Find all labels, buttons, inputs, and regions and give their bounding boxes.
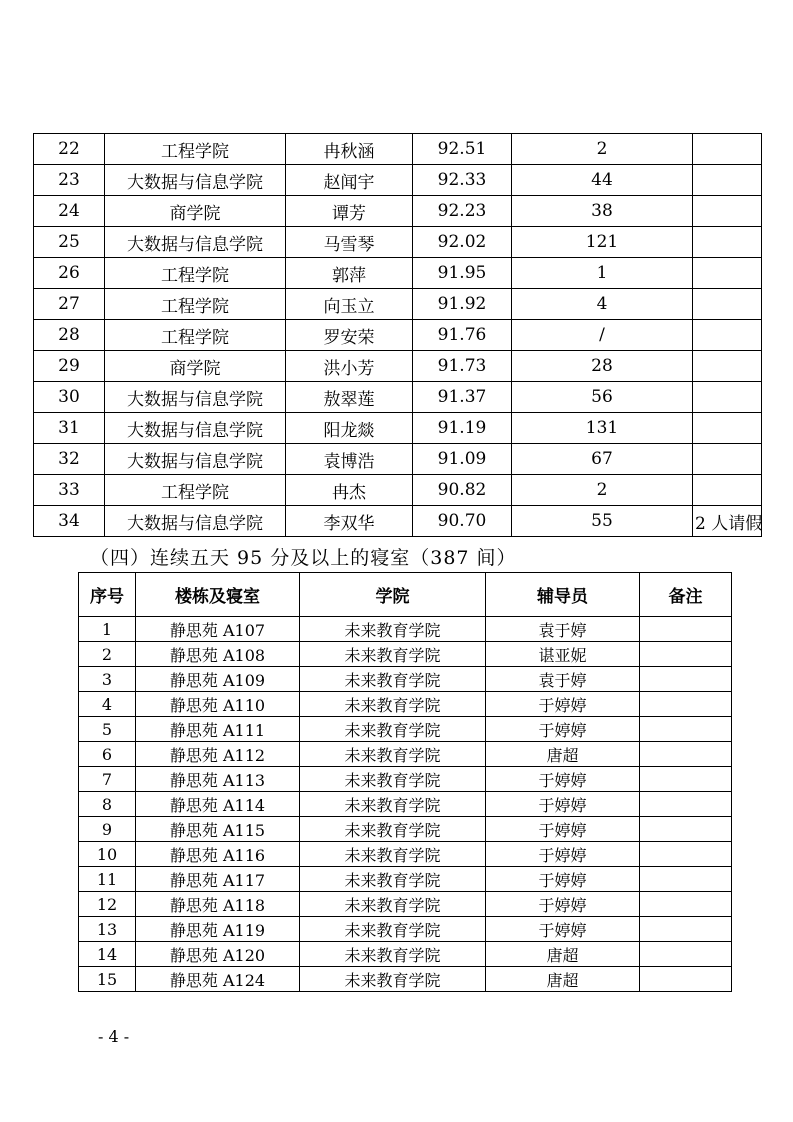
cell-college: 未来教育学院 — [300, 667, 486, 692]
table-row — [34, 382, 762, 413]
table-row — [34, 289, 762, 320]
cell-rank: 28 — [34, 320, 105, 351]
table-row — [34, 227, 762, 258]
cell-score: 90.82 — [413, 475, 512, 506]
cell-counselor: 唐超 — [486, 967, 640, 992]
cell-college: 商学院 — [105, 351, 286, 382]
table-row — [79, 642, 732, 667]
table-row — [79, 842, 732, 867]
cell-remarks — [640, 917, 732, 942]
cell-index: 9 — [79, 817, 136, 842]
cell-college: 未来教育学院 — [300, 867, 486, 892]
cell-remarks — [640, 867, 732, 892]
cell-college: 未来教育学院 — [300, 617, 486, 642]
cell-remarks — [640, 942, 732, 967]
table-row — [79, 967, 732, 992]
cell-note — [693, 196, 762, 227]
dormitory-table-body — [79, 617, 732, 992]
cell-name: 郭萍 — [286, 258, 413, 289]
cell-counselor: 于婷婷 — [486, 767, 640, 792]
cell-note — [693, 134, 762, 165]
cell-score: 91.92 — [413, 289, 512, 320]
cell-score: 91.09 — [413, 444, 512, 475]
cell-college: 未来教育学院 — [300, 792, 486, 817]
cell-count: 2 — [512, 475, 693, 506]
cell-counselor: 于婷婷 — [486, 817, 640, 842]
cell-index: 14 — [79, 942, 136, 967]
table-row — [34, 320, 762, 351]
cell-rank: 29 — [34, 351, 105, 382]
cell-building-room: 静思苑 A119 — [136, 917, 300, 942]
table-row — [34, 196, 762, 227]
header-building-room: 楼栋及寝室 — [136, 573, 300, 617]
table-row — [79, 667, 732, 692]
cell-count: 28 — [512, 351, 693, 382]
cell-name: 向玉立 — [286, 289, 413, 320]
cell-building-room: 静思苑 A117 — [136, 867, 300, 892]
table-row — [79, 942, 732, 967]
page-number: - 4 - — [98, 1027, 130, 1046]
cell-rank: 31 — [34, 413, 105, 444]
cell-count: 4 — [512, 289, 693, 320]
cell-name: 马雪琴 — [286, 227, 413, 258]
cell-count: 44 — [512, 165, 693, 196]
cell-building-room: 静思苑 A124 — [136, 967, 300, 992]
cell-building-room: 静思苑 A113 — [136, 767, 300, 792]
cell-score: 92.02 — [413, 227, 512, 258]
cell-count: 2 — [512, 134, 693, 165]
cell-index: 1 — [79, 617, 136, 642]
cell-score: 90.70 — [413, 506, 512, 537]
cell-building-room: 静思苑 A107 — [136, 617, 300, 642]
cell-college: 大数据与信息学院 — [105, 165, 286, 196]
cell-name: 洪小芳 — [286, 351, 413, 382]
cell-score: 92.51 — [413, 134, 512, 165]
cell-college: 未来教育学院 — [300, 717, 486, 742]
cell-counselor: 唐超 — [486, 742, 640, 767]
table-row — [79, 917, 732, 942]
cell-remarks — [640, 892, 732, 917]
cell-counselor: 于婷婷 — [486, 917, 640, 942]
cell-college: 未来教育学院 — [300, 692, 486, 717]
header-remarks: 备注 — [640, 573, 732, 617]
cell-college: 工程学院 — [105, 258, 286, 289]
cell-note — [693, 351, 762, 382]
cell-note — [693, 258, 762, 289]
table-row — [79, 792, 732, 817]
table-row — [79, 767, 732, 792]
cell-rank: 22 — [34, 134, 105, 165]
cell-college: 未来教育学院 — [300, 642, 486, 667]
cell-note — [693, 475, 762, 506]
cell-count: 67 — [512, 444, 693, 475]
cell-score: 91.73 — [413, 351, 512, 382]
cell-college: 未来教育学院 — [300, 742, 486, 767]
cell-name: 罗安荣 — [286, 320, 413, 351]
table-row — [34, 258, 762, 289]
dormitory-table-header-row — [79, 573, 732, 617]
cell-index: 12 — [79, 892, 136, 917]
cell-note — [693, 413, 762, 444]
header-counselor: 辅导员 — [486, 573, 640, 617]
cell-college: 商学院 — [105, 196, 286, 227]
cell-name: 冉秋涵 — [286, 134, 413, 165]
cell-remarks — [640, 617, 732, 642]
cell-name: 赵闻宇 — [286, 165, 413, 196]
cell-rank: 24 — [34, 196, 105, 227]
cell-score: 92.23 — [413, 196, 512, 227]
table-row — [79, 692, 732, 717]
cell-remarks — [640, 767, 732, 792]
table-row — [34, 475, 762, 506]
cell-counselor: 袁于婷 — [486, 667, 640, 692]
cell-rank: 23 — [34, 165, 105, 196]
cell-name: 敖翠莲 — [286, 382, 413, 413]
cell-remarks — [640, 967, 732, 992]
cell-score: 91.76 — [413, 320, 512, 351]
cell-remarks — [640, 792, 732, 817]
cell-note — [693, 289, 762, 320]
cell-college: 大数据与信息学院 — [105, 227, 286, 258]
cell-building-room: 静思苑 A118 — [136, 892, 300, 917]
table-row — [79, 617, 732, 642]
cell-count: / — [512, 320, 693, 351]
cell-count: 121 — [512, 227, 693, 258]
cell-count: 1 — [512, 258, 693, 289]
table-row — [34, 444, 762, 475]
cell-building-room: 静思苑 A110 — [136, 692, 300, 717]
score-ranking-table — [33, 133, 762, 537]
table-row — [34, 351, 762, 382]
cell-college: 未来教育学院 — [300, 842, 486, 867]
header-index: 序号 — [79, 573, 136, 617]
cell-index: 7 — [79, 767, 136, 792]
cell-count: 56 — [512, 382, 693, 413]
cell-rank: 34 — [34, 506, 105, 537]
cell-name: 李双华 — [286, 506, 413, 537]
cell-counselor: 谌亚妮 — [486, 642, 640, 667]
cell-name: 袁博浩 — [286, 444, 413, 475]
score-ranking-table-body — [34, 134, 762, 537]
cell-counselor: 袁于婷 — [486, 617, 640, 642]
cell-rank: 25 — [34, 227, 105, 258]
cell-rank: 26 — [34, 258, 105, 289]
cell-index: 11 — [79, 867, 136, 892]
cell-score: 91.37 — [413, 382, 512, 413]
cell-college: 大数据与信息学院 — [105, 506, 286, 537]
cell-college: 大数据与信息学院 — [105, 413, 286, 444]
cell-remarks — [640, 742, 732, 767]
cell-building-room: 静思苑 A114 — [136, 792, 300, 817]
cell-remarks — [640, 667, 732, 692]
cell-college: 工程学院 — [105, 134, 286, 165]
cell-rank: 30 — [34, 382, 105, 413]
cell-counselor: 于婷婷 — [486, 717, 640, 742]
cell-index: 5 — [79, 717, 136, 742]
cell-note — [693, 165, 762, 196]
cell-building-room: 静思苑 A111 — [136, 717, 300, 742]
cell-college: 大数据与信息学院 — [105, 382, 286, 413]
dormitory-table — [78, 572, 732, 992]
cell-college: 未来教育学院 — [300, 892, 486, 917]
cell-remarks — [640, 717, 732, 742]
cell-name: 阳龙燚 — [286, 413, 413, 444]
cell-rank: 27 — [34, 289, 105, 320]
cell-college: 工程学院 — [105, 475, 286, 506]
cell-counselor: 于婷婷 — [486, 792, 640, 817]
table-row — [79, 817, 732, 842]
cell-building-room: 静思苑 A109 — [136, 667, 300, 692]
cell-index: 4 — [79, 692, 136, 717]
table-row — [34, 134, 762, 165]
cell-college: 未来教育学院 — [300, 967, 486, 992]
cell-count: 131 — [512, 413, 693, 444]
cell-remarks — [640, 842, 732, 867]
cell-count: 55 — [512, 506, 693, 537]
cell-score: 91.19 — [413, 413, 512, 444]
cell-index: 8 — [79, 792, 136, 817]
cell-college: 大数据与信息学院 — [105, 444, 286, 475]
cell-rank: 32 — [34, 444, 105, 475]
cell-remarks — [640, 817, 732, 842]
cell-college: 未来教育学院 — [300, 767, 486, 792]
cell-note — [693, 382, 762, 413]
cell-counselor: 于婷婷 — [486, 692, 640, 717]
cell-note — [693, 444, 762, 475]
cell-building-room: 静思苑 A115 — [136, 817, 300, 842]
cell-index: 10 — [79, 842, 136, 867]
cell-remarks — [640, 692, 732, 717]
cell-score: 91.95 — [413, 258, 512, 289]
cell-counselor: 于婷婷 — [486, 892, 640, 917]
table-row — [79, 867, 732, 892]
table-row — [79, 742, 732, 767]
cell-note — [693, 227, 762, 258]
cell-name: 谭芳 — [286, 196, 413, 227]
table-row — [34, 506, 762, 537]
cell-building-room: 静思苑 A116 — [136, 842, 300, 867]
cell-counselor: 于婷婷 — [486, 867, 640, 892]
cell-college: 未来教育学院 — [300, 817, 486, 842]
cell-counselor: 唐超 — [486, 942, 640, 967]
cell-building-room: 静思苑 A120 — [136, 942, 300, 967]
table-row — [34, 165, 762, 196]
cell-index: 13 — [79, 917, 136, 942]
cell-index: 2 — [79, 642, 136, 667]
table-row — [79, 892, 732, 917]
header-college: 学院 — [300, 573, 486, 617]
cell-rank: 33 — [34, 475, 105, 506]
cell-remarks — [640, 642, 732, 667]
cell-name: 冉杰 — [286, 475, 413, 506]
cell-building-room: 静思苑 A108 — [136, 642, 300, 667]
cell-score: 92.33 — [413, 165, 512, 196]
cell-college: 未来教育学院 — [300, 917, 486, 942]
table-row — [79, 717, 732, 742]
cell-college: 工程学院 — [105, 320, 286, 351]
cell-college: 未来教育学院 — [300, 942, 486, 967]
cell-counselor: 于婷婷 — [486, 842, 640, 867]
cell-note: 2 人请假 — [693, 506, 762, 537]
cell-index: 6 — [79, 742, 136, 767]
cell-college: 工程学院 — [105, 289, 286, 320]
cell-count: 38 — [512, 196, 693, 227]
table-row — [34, 413, 762, 444]
cell-building-room: 静思苑 A112 — [136, 742, 300, 767]
cell-note — [693, 320, 762, 351]
cell-index: 15 — [79, 967, 136, 992]
section-heading: （四）连续五天 95 分及以上的寝室（387 间） — [90, 547, 517, 569]
cell-index: 3 — [79, 667, 136, 692]
